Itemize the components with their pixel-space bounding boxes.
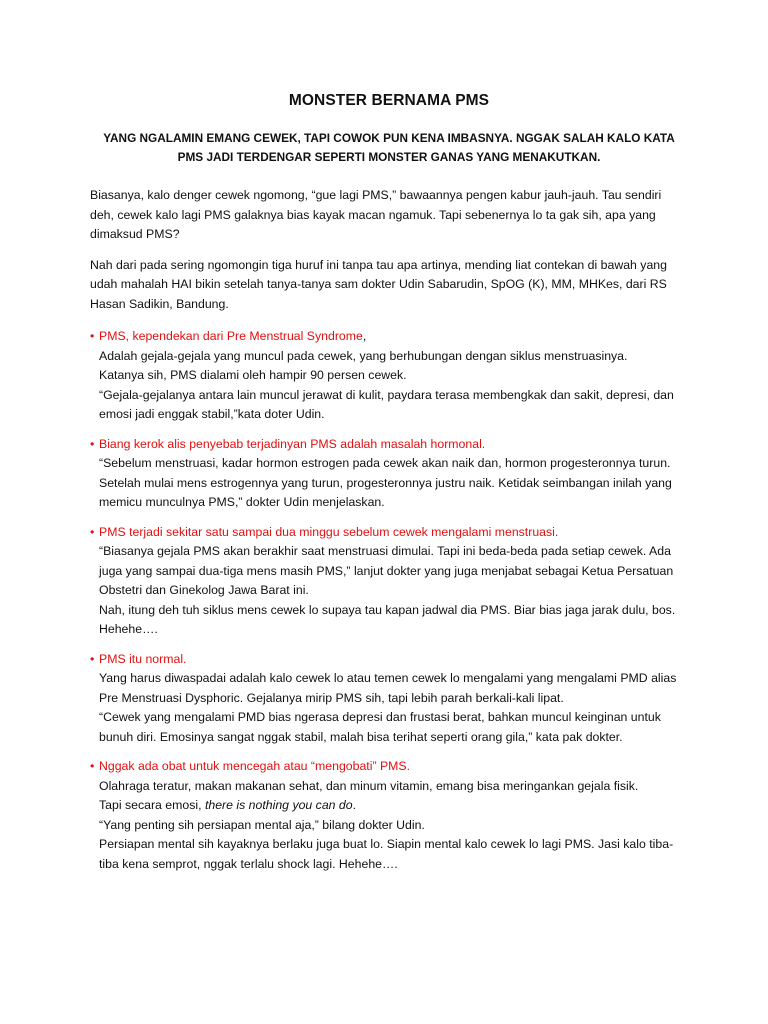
section-body-line: “Gejala-gejalanya antara lain muncul jerawat di kulit, paydara terasa membengkak dan sakit, depresi, dan emosi jadi enggak stabil,”kata doter Udin. <box>99 387 674 421</box>
emotion-italic: there is nothing you can do <box>204 798 353 812</box>
section-heading <box>90 757 688 777</box>
section-body-line: Adalah gejala-gejala yang muncul pada cewek, yang berhubungan dengan siklus menstruasinya. <box>99 348 628 363</box>
section-heading-text: PMS, kependekan dari Pre Menstrual Syndrome <box>99 329 363 343</box>
section-body-line: Persiapan mental sih kayaknya berlaku juga buat lo. Siapin mental kalo cewek lo lagi PMS. Jasi kalo tiba-tiba kena semprot, nggak terlalu shock lagi. Hehehe…. <box>99 837 674 871</box>
section-heading-text: Biang kerok alis penyebab terjadinyan PMS adalah masalah hormonal. <box>99 436 486 451</box>
section-no-medicine <box>90 757 688 874</box>
page-subtitle: YANG NGALAMIN EMANG CEWEK, TAPI COWOK PUN KENA IMBASNYA. NGGAK SALAH KALO KATA PMS JADI TERDENGAR SEPERTI MONSTER GANAS YANG MENAKUTKAN. <box>103 131 675 164</box>
section-body-line: “Yang penting sih persiapan mental aja,” bilang dokter Udin. <box>99 817 425 832</box>
section-heading-text: PMS terjadi sekitar satu sampai dua minggu sebelum cewek mengalami menstruasi. <box>99 524 559 539</box>
section-hormonal-cause <box>90 435 688 513</box>
section-heading-text: Nggak ada obat untuk mencegah atau “mengobati” PMS. <box>99 759 411 773</box>
section-heading <box>90 523 688 543</box>
section-heading <box>90 650 688 670</box>
bullet-icon: • <box>90 651 95 666</box>
emotion-prefix: Tapi secara emosi, <box>99 798 205 812</box>
bullet-icon: • <box>90 524 95 539</box>
section-heading-text: PMS itu normal. <box>99 651 187 666</box>
bullet-icon: • <box>90 329 95 343</box>
bullet-icon: • <box>90 759 95 773</box>
intro-paragraph-1: Biasanya, kalo denger cewek ngomong, “gue lagi PMS,” bawaannya pengen kabur jauh-jauh. Tau sendiri deh, cewek kalo lagi PMS galaknya bias kayak macan ngamuk. Tapi sebenernya lo ta gak sih, apa yang dimaksud PMS? <box>90 188 662 241</box>
section-body-line-emotion <box>90 796 688 816</box>
section-body-line: Yang harus diwaspadai adalah kalo cewek lo atau temen cewek lo mengalami yang mengalami PMD alias Pre Menstruasi Dysphoric. Gejalanya mirip PMS sih, tapi lebih parah berkali-kali lipat. <box>99 671 677 705</box>
section-body-line: “Sebelum menstruasi, kadar hormon estrogen pada cewek akan naik dan, hormon progesteronnya turun. Setelah mulai mens estrogennya yang turun, progesteronnya justru naik. Ketidak seimbangan inilah yang memicu munculnya PMS,” dokter Udin menjelaskan. <box>99 456 672 509</box>
intro-paragraph-2: Nah dari pada sering ngomongin tiga huruf ini tanpa tau apa artinya, mending liat contekan di bawah yang udah mahalah HAI bikin setelah tanya-tanya sam dokter Udin Sabarudin, SpOG (K), MM, MHKes, dari RS Hasan Sadikin, Bandung. <box>90 257 667 311</box>
section-body-line: Olahraga teratur, makan makanan sehat, dan minum vitamin, emang bisa meringankan gejala fisik. <box>99 778 639 793</box>
section-pms-definition <box>90 327 688 425</box>
section-body-line: Katanya sih, PMS dialami oleh hampir 90 persen cewek. <box>99 368 407 382</box>
bullet-icon: • <box>90 436 95 451</box>
section-heading-suffix: , <box>362 329 367 343</box>
section-body-line: “Cewek yang mengalami PMD bias ngerasa depresi dan frustasi berat, bahkan muncul keinginan untuk bunuh diri. Emosinya sangat nggak stabil, malah bisa terihat seperti orang gila,” kata pak dokter. <box>99 710 661 744</box>
section-body-line: Nah, itung deh tuh siklus mens cewek lo supaya tau kapan jadwal dia PMS. Biar bias jaga jarak dulu, bos. Hehehe…. <box>99 602 676 636</box>
section-body-line: “Biasanya gejala PMS akan berakhir saat menstruasi dimulai. Tapi ini beda-beda pada setiap cewek. Ada juga yang sampai dua-tiga mens masih PMS,” lanjut dokter yang juga menjabat sebagai Ketua Persatuan Obstetri dan Ginekolog Jawa Barat ini. <box>99 544 674 597</box>
section-pms-timing <box>90 523 688 640</box>
emotion-suffix: . <box>352 798 357 812</box>
section-heading <box>90 327 688 347</box>
section-heading <box>90 435 688 455</box>
section-pms-normal <box>90 650 688 748</box>
page-title: MONSTER BERNAMA PMS <box>288 92 490 109</box>
